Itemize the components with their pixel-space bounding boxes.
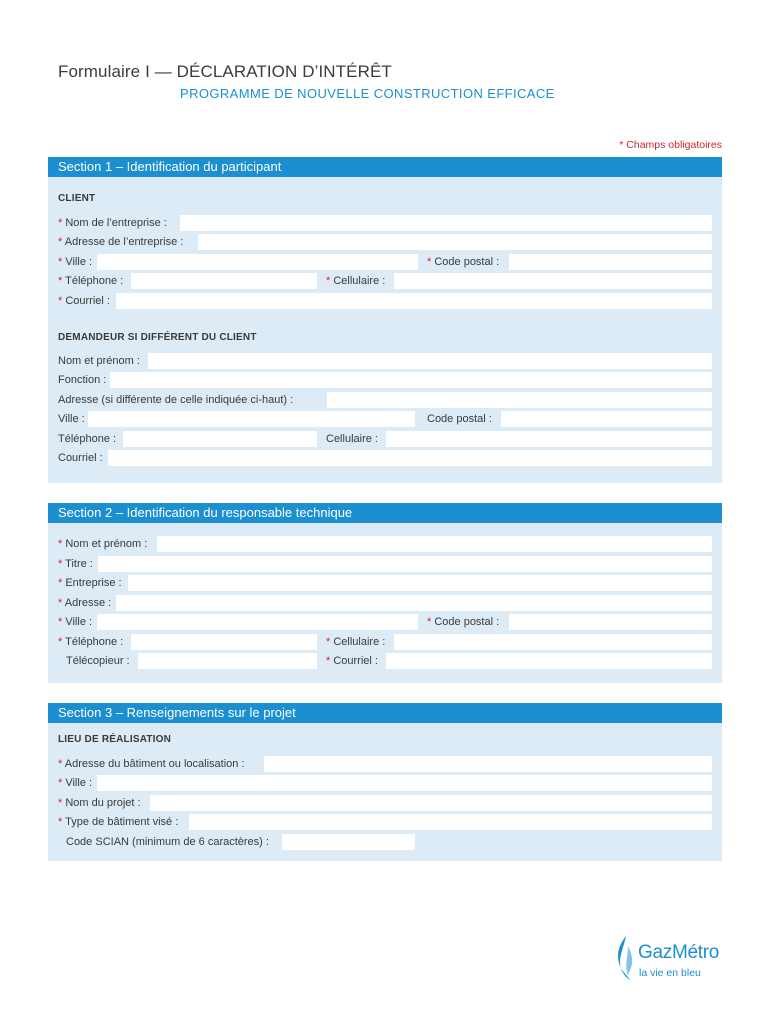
tech-name-label: Nom et prénom :: [65, 538, 148, 550]
client-cell-field[interactable]: [394, 273, 712, 289]
project-city-field[interactable]: [97, 775, 712, 791]
tech-fax-label: Télécopieur :: [66, 655, 130, 667]
tech-title-row: * Titre :: [58, 556, 712, 573]
project-city-label: Ville :: [65, 777, 93, 789]
building-address-label: Adresse du bâtiment ou localisation :: [64, 758, 245, 770]
building-address-field[interactable]: [264, 756, 712, 772]
form-title: Formulaire I — DÉCLARATION D’INTÉRÊT: [58, 62, 392, 81]
logo-wordmark: GazMétro: [638, 942, 720, 963]
requester-city-row: [58, 411, 712, 428]
client-email-label: Courriel :: [65, 295, 110, 307]
tech-company-field[interactable]: [128, 575, 712, 591]
project-city-row: * Ville :: [58, 775, 712, 792]
building-address-row: * Adresse du bâtiment ou localisation :: [58, 756, 712, 773]
requester-phone-row: [58, 431, 712, 448]
section-project-info: [48, 703, 722, 861]
tech-fax-row: Télécopieur : * Courriel :: [58, 653, 712, 670]
requester-name-label: Nom et prénom :: [58, 355, 140, 367]
client-phone-field[interactable]: [131, 273, 317, 289]
requester-email-label: Courriel :: [58, 452, 103, 464]
requester-function-label: Fonction :: [58, 374, 107, 386]
scian-code-row: [58, 834, 712, 851]
tech-title-label: Titre :: [65, 558, 93, 570]
requester-address-label: Adresse (si différente de celle indiquée ci-haut) :: [58, 394, 294, 406]
project-name-field[interactable]: [150, 795, 712, 811]
client-city-label: Ville :: [65, 256, 93, 268]
tech-name-row: * Nom et prénom :: [58, 536, 712, 553]
scian-code-field[interactable]: [282, 834, 415, 850]
client-company-address-field[interactable]: [198, 234, 712, 250]
client-city-row: * Ville : * Code postal :: [58, 254, 712, 271]
section-2-header: Section 2 – Identification du responsable technique: [48, 503, 722, 523]
tech-address-label: Adresse :: [64, 597, 112, 609]
tech-city-row: * Ville : * Code postal :: [58, 614, 712, 631]
tech-name-field[interactable]: [157, 536, 712, 552]
tech-cell-label: Cellulaire :: [333, 636, 386, 648]
requester-city-label: Ville :: [58, 413, 85, 425]
tech-company-row: * Entreprise :: [58, 575, 712, 592]
section-technical-contact: [48, 503, 722, 683]
client-company-name-label: Nom de l’entreprise :: [65, 217, 167, 229]
building-type-field[interactable]: [189, 814, 712, 830]
requester-function-field[interactable]: [110, 372, 712, 388]
tech-phone-row: * Téléphone : * Cellulaire :: [58, 634, 712, 651]
tech-address-field[interactable]: [116, 595, 712, 611]
requester-address-row: [58, 392, 712, 409]
building-type-row: * Type de bâtiment visé :: [58, 814, 712, 831]
tech-address-row: * Adresse :: [58, 595, 712, 612]
client-phone-label: Téléphone :: [65, 275, 124, 287]
logo-tagline: la vie en bleu: [639, 967, 701, 979]
requester-postal-code-field[interactable]: [501, 411, 712, 427]
project-name-row: * Nom du projet :: [58, 795, 712, 812]
form-subtitle: PROGRAMME DE NOUVELLE CONSTRUCTION EFFICACE: [180, 86, 555, 101]
client-email-row: * Courriel :: [58, 293, 712, 310]
requester-cell-field[interactable]: [386, 431, 712, 447]
tech-phone-label: Téléphone :: [65, 636, 124, 648]
location-heading: LIEU DE RÉALISATION: [58, 734, 172, 745]
client-company-name-field[interactable]: [180, 215, 712, 231]
client-postal-code-label: Code postal :: [434, 256, 500, 268]
requester-phone-field[interactable]: [123, 431, 317, 447]
tech-city-field[interactable]: [97, 614, 418, 630]
section-1-header: Section 1 – Identification du participant: [48, 157, 722, 177]
tech-cell-field[interactable]: [394, 634, 712, 650]
flame-icon: [614, 934, 638, 982]
requester-function-row: [58, 372, 712, 389]
client-company-address-row: * Adresse de l’entreprise :: [58, 234, 712, 251]
requester-city-field[interactable]: [88, 411, 415, 427]
tech-email-label: Courriel :: [333, 655, 378, 667]
required-fields-note: * Champs obligatoires: [619, 139, 722, 151]
building-type-label: Type de bâtiment visé :: [65, 816, 179, 828]
project-name-label: Nom du projet :: [65, 797, 141, 809]
tech-email-field[interactable]: [386, 653, 712, 669]
tech-fax-field[interactable]: [138, 653, 317, 669]
scian-code-label: Code SCIAN (minimum de 6 caractères) :: [66, 836, 269, 848]
requester-heading: DEMANDEUR SI DIFFÉRENT DU CLIENT: [58, 332, 257, 343]
client-phone-row: * Téléphone : * Cellulaire :: [58, 273, 712, 290]
client-city-field[interactable]: [97, 254, 418, 270]
requester-postal-code-label: Code postal :: [427, 413, 492, 425]
client-postal-code-field[interactable]: [509, 254, 712, 270]
client-heading: CLIENT: [58, 193, 96, 204]
requester-address-field[interactable]: [327, 392, 712, 408]
tech-postal-code-field[interactable]: [509, 614, 712, 630]
tech-title-field[interactable]: [98, 556, 712, 572]
gazmetro-logo: [614, 934, 734, 984]
tech-phone-field[interactable]: [131, 634, 317, 650]
client-cell-label: Cellulaire :: [333, 275, 386, 287]
requester-name-row: [58, 353, 712, 370]
client-email-field[interactable]: [116, 293, 712, 309]
section-3-header: Section 3 – Renseignements sur le projet: [48, 703, 722, 723]
requester-email-field[interactable]: [108, 450, 712, 466]
requester-email-row: [58, 450, 712, 467]
requester-name-field[interactable]: [148, 353, 712, 369]
client-company-address-label: Adresse de l’entreprise :: [64, 236, 184, 248]
tech-city-label: Ville :: [65, 616, 93, 628]
section-participant: [48, 157, 722, 483]
client-company-name-row: * Nom de l’entreprise :: [58, 215, 712, 232]
requester-cell-label: Cellulaire :: [326, 433, 378, 445]
tech-company-label: Entreprise :: [65, 577, 122, 589]
requester-phone-label: Téléphone :: [58, 433, 117, 445]
tech-postal-code-label: Code postal :: [434, 616, 500, 628]
